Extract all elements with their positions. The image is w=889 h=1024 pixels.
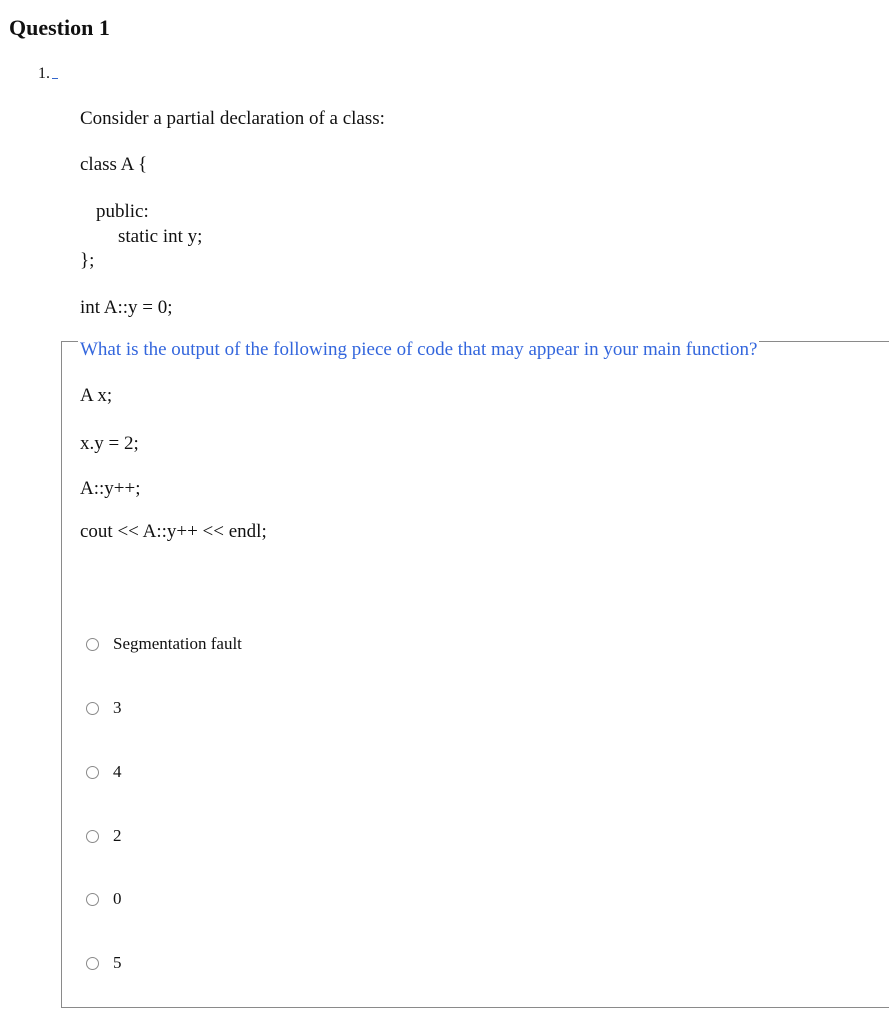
- option-2[interactable]: [86, 825, 122, 847]
- radio-button[interactable]: [86, 893, 99, 906]
- answer-group: [61, 341, 889, 1008]
- option-segmentation-fault[interactable]: [86, 633, 242, 655]
- option-label: 3: [113, 698, 122, 717]
- code-line-declare: A x;: [80, 385, 113, 406]
- option-0[interactable]: [86, 888, 122, 910]
- code-line-assign: x.y = 2;: [80, 433, 139, 454]
- option-label: 4: [113, 762, 122, 781]
- radio-button[interactable]: [86, 766, 99, 779]
- question-number[interactable]: [38, 64, 58, 84]
- code-static-member: static int y;: [118, 226, 203, 247]
- code-static-init: int A::y = 0;: [80, 297, 173, 318]
- question-prompt: What is the output of the following piece of code that may appear in your main function?: [80, 339, 758, 360]
- code-class-close: };: [80, 250, 95, 271]
- option-5[interactable]: [86, 952, 122, 974]
- option-label: 0: [113, 889, 122, 908]
- question-number-label: 1.: [38, 65, 50, 82]
- radio-button[interactable]: [86, 957, 99, 970]
- option-4[interactable]: [86, 761, 122, 783]
- option-label: 5: [113, 953, 122, 972]
- code-line-increment: A::y++;: [80, 478, 141, 499]
- intro-text: Consider a partial declaration of a class:: [80, 108, 385, 129]
- code-access-specifier: public:: [96, 201, 149, 222]
- option-label: 2: [113, 826, 122, 845]
- code-class-open: class A {: [80, 154, 148, 175]
- radio-button[interactable]: [86, 830, 99, 843]
- radio-button[interactable]: [86, 702, 99, 715]
- question-anchor-link[interactable]: [52, 64, 58, 79]
- question-title: Question 1: [9, 15, 110, 40]
- radio-button[interactable]: [86, 638, 99, 651]
- code-line-cout: cout << A::y++ << endl;: [80, 521, 267, 542]
- option-3[interactable]: [86, 697, 122, 719]
- option-label: Segmentation fault: [113, 634, 242, 653]
